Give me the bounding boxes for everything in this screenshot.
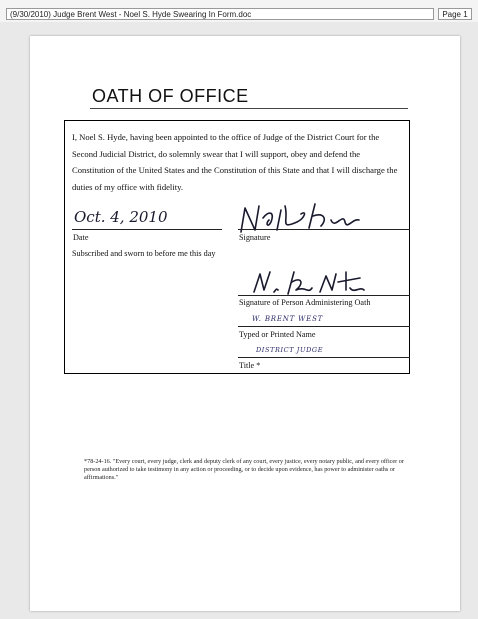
signature-label: Signature xyxy=(239,233,271,242)
typed-name-handwritten: W. BRENT WEST xyxy=(252,315,324,323)
oath-title: OATH OF OFFICE xyxy=(92,86,249,106)
date-rule xyxy=(72,229,222,230)
oath-text: I, Noel S. Hyde, having been appointed to the office of Judge of the District Court for the Second Judicial District, do solemnly swear that I will support, obey and defend the Constitution of the United States and the Constitution of this State and that I will discharge the duties of my office with fidelity. xyxy=(72,132,398,192)
typed-name-label: Typed or Printed Name xyxy=(239,330,316,339)
signature-rule xyxy=(238,229,410,230)
west-signature xyxy=(250,268,370,298)
title-rule xyxy=(238,357,410,358)
date-label: Date xyxy=(73,233,89,242)
document-title-box: (9/30/2010) Judge Brent West - Noel S. Hyde Swearing In Form.doc xyxy=(6,8,434,20)
date-handwritten: Oct. 4, 2010 xyxy=(74,208,168,226)
typed-name-rule xyxy=(238,326,410,327)
subscribed-text: Subscribed and sworn to before me this day xyxy=(72,249,216,258)
title-underline xyxy=(90,108,408,109)
header-bar xyxy=(0,0,478,22)
title-label: Title * xyxy=(239,361,261,370)
footnote: *78-24-16. "Every court, every judge, clerk and deputy clerk of any court, every justice, every notary public, and every officer or person authorized to take testimony in any action or proceeding, or to decide upon evidence, has power to administer oaths or affirmations." xyxy=(84,458,404,482)
title-handwritten: DISTRICT JUDGE xyxy=(256,346,324,354)
document-page xyxy=(30,36,460,611)
page-number-box: Page 1 xyxy=(438,8,472,20)
administering-label: Signature of Person Administering Oath xyxy=(239,298,371,307)
administering-rule xyxy=(238,295,410,296)
